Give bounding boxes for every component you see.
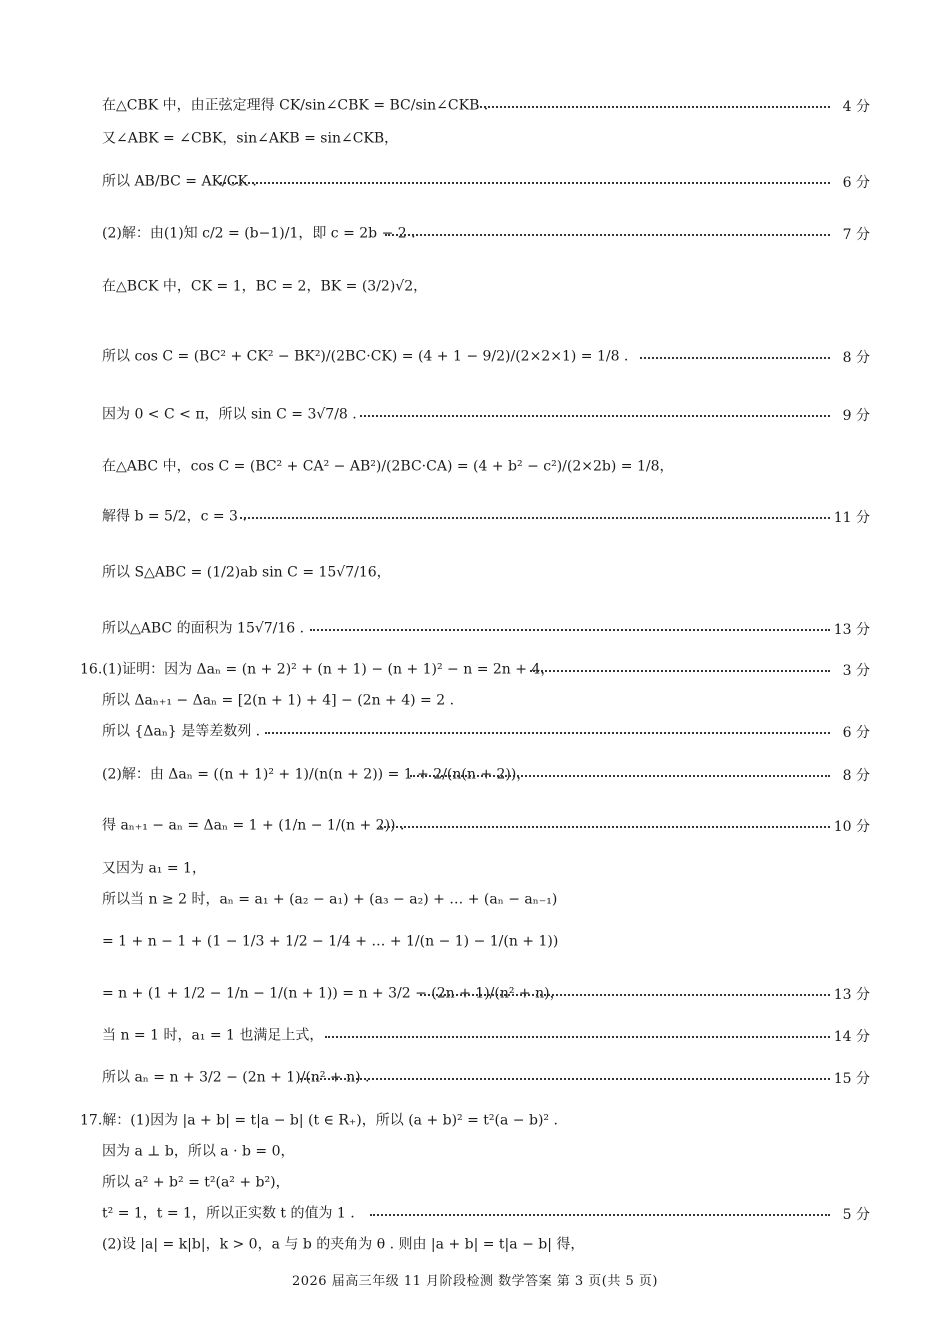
- math-line: 在△ABC 中，cos C = (BC² + CA² − AB²)/(2BC·CA) = (4 + b² − c²)/(2×2b) = 1/8，: [102, 458, 674, 475]
- math-line: 所以 a² + b² = t²(a² + b²)，: [102, 1174, 290, 1191]
- line-25: [0, 1168, 950, 1198]
- math-line: (2)解：由 Δaₙ = ((n + 1)² + 1)/(n(n + 2)) = 1 + 2/(n(n + 2))，: [102, 766, 531, 783]
- math-line: 所以△ABC 的面积为 15√7/16 .: [102, 620, 305, 637]
- math-line: 在△BCK 中，CK = 1，BC = 2，BK = (3/2)√2，: [102, 278, 428, 295]
- line-9: [0, 498, 950, 536]
- line-2: [0, 124, 950, 154]
- line-4: [0, 215, 950, 253]
- dot-leader: [380, 826, 830, 828]
- math-line: (2)解：由(1)知 c/2 = (b−1)/1，即 c = 2b − 2 .: [102, 225, 416, 242]
- score: 8 分: [842, 350, 870, 366]
- line-1: [0, 86, 950, 126]
- score: 9 分: [842, 408, 870, 424]
- dot-leader: [410, 775, 830, 777]
- math-line: 所以 {Δaₙ} 是等差数列 .: [102, 723, 261, 740]
- dot-leader: [265, 732, 830, 734]
- score: 11 分: [833, 510, 870, 526]
- line-11: [0, 610, 950, 648]
- dot-leader: [370, 1214, 830, 1216]
- score: 6 分: [842, 725, 870, 741]
- line-16: [0, 806, 950, 846]
- line-15: [0, 755, 950, 795]
- score: 13 分: [833, 987, 870, 1003]
- dot-leader: [300, 1078, 830, 1080]
- math-line: 所以 cos C = (BC² + CK² − BK²)/(2BC·CK) = (4 + 1 − 9/2)/(2×2×1) = 1/8 .: [102, 348, 629, 365]
- math-line: 在△CBK 中，由正弦定理得 CK/sin∠CBK = BC/sin∠CKB .: [102, 97, 489, 114]
- line-27: [0, 1230, 950, 1260]
- dot-leader: [640, 357, 830, 359]
- math-line: 17.解：(1)因为 |a + b| = t|a − b| (t ∈ R₊)，所以 (a + b)² = t²(a − b)² .: [80, 1112, 558, 1129]
- score: 8 分: [842, 768, 870, 784]
- score: 5 分: [842, 1207, 870, 1223]
- line-6: [0, 332, 950, 382]
- line-12: [0, 655, 950, 685]
- dot-leader: [240, 517, 830, 519]
- line-18: [0, 885, 950, 915]
- dot-leader: [530, 670, 830, 672]
- score: 13 分: [833, 622, 870, 638]
- math-line: (2)设 |a| = k|b|，k > 0，a 与 b 的夹角为 θ . 则由 |a + b| = t|a − b| 得，: [102, 1236, 585, 1253]
- line-17: [0, 854, 950, 884]
- score: 14 分: [833, 1029, 870, 1045]
- dot-leader: [360, 415, 830, 417]
- dot-leader: [480, 106, 830, 108]
- line-24: [0, 1137, 950, 1167]
- line-22: [0, 1058, 950, 1098]
- line-5: [0, 268, 950, 306]
- dot-leader: [420, 994, 830, 996]
- math-line: 所以 Δaₙ₊₁ − Δaₙ = [2(n + 1) + 4] − (2n + 4) = 2 .: [102, 692, 455, 709]
- math-line: = n + (1 + 1/2 − 1/n − 1/(n + 1)) = n + 3/2 − (2n + 1)/(n² + n)，: [102, 985, 564, 1002]
- math-line: 所以 AB/BC = AK/CK .: [102, 173, 257, 190]
- dot-leader: [325, 1036, 830, 1038]
- math-line: 当 n = 1 时，a₁ = 1 也满足上式，: [102, 1027, 324, 1044]
- score: 7 分: [842, 227, 870, 243]
- dot-leader: [220, 182, 830, 184]
- math-line: 所以当 n ≥ 2 时，aₙ = a₁ + (a₂ − a₁) + (a₃ − a₂) + … + (aₙ − aₙ₋₁): [102, 891, 558, 908]
- line-10: [0, 554, 950, 592]
- score: 6 分: [842, 175, 870, 191]
- line-20: [0, 974, 950, 1014]
- line-19: [0, 922, 950, 962]
- math-line: 解得 b = 5/2，c = 3 .: [102, 508, 247, 525]
- math-line: = 1 + n − 1 + (1 − 1/3 + 1/2 − 1/4 + … + 1/(n − 1) − 1/(n + 1)): [102, 933, 559, 950]
- math-line: 又因为 a₁ = 1，: [102, 860, 206, 877]
- line-8: [0, 447, 950, 487]
- line-14: [0, 717, 950, 747]
- score: 4 分: [842, 99, 870, 115]
- line-26: [0, 1199, 950, 1229]
- score: 3 分: [842, 663, 870, 679]
- score: 15 分: [833, 1071, 870, 1087]
- math-line: t² = 1，t = 1，所以正实数 t 的值为 1 .: [102, 1205, 355, 1222]
- line-13: [0, 686, 950, 716]
- line-21: [0, 1021, 950, 1051]
- dot-leader: [310, 629, 830, 631]
- math-line: 因为 a ⊥ b，所以 a · b = 0，: [102, 1143, 295, 1160]
- math-line: 又∠ABK = ∠CBK，sin∠AKB = sin∠CKB，: [102, 130, 399, 147]
- score: 10 分: [833, 819, 870, 835]
- math-line: 得 aₙ₊₁ − aₙ = Δaₙ = 1 + (1/n − 1/(n + 2)) .: [102, 817, 405, 834]
- math-line: 因为 0 < C < π，所以 sin C = 3√7/8 .: [102, 406, 357, 423]
- line-3: [0, 162, 950, 202]
- math-line: 所以 aₙ = n + 3/2 − (2n + 1)/(n² + n) .: [102, 1069, 370, 1086]
- math-line: 16.(1)证明：因为 Δaₙ = (n + 2)² + (n + 1) − (n + 1)² − n = 2n + 4，: [80, 661, 555, 678]
- dot-leader: [385, 234, 830, 236]
- line-23: [0, 1106, 950, 1136]
- line-7: [0, 395, 950, 435]
- math-line: 所以 S△ABC = (1/2)ab sin C = 15√7/16，: [102, 564, 391, 581]
- page-footer: 2026 届高三年级 11 月阶段检测 数学答案 第 3 页(共 5 页): [291, 1274, 658, 1289]
